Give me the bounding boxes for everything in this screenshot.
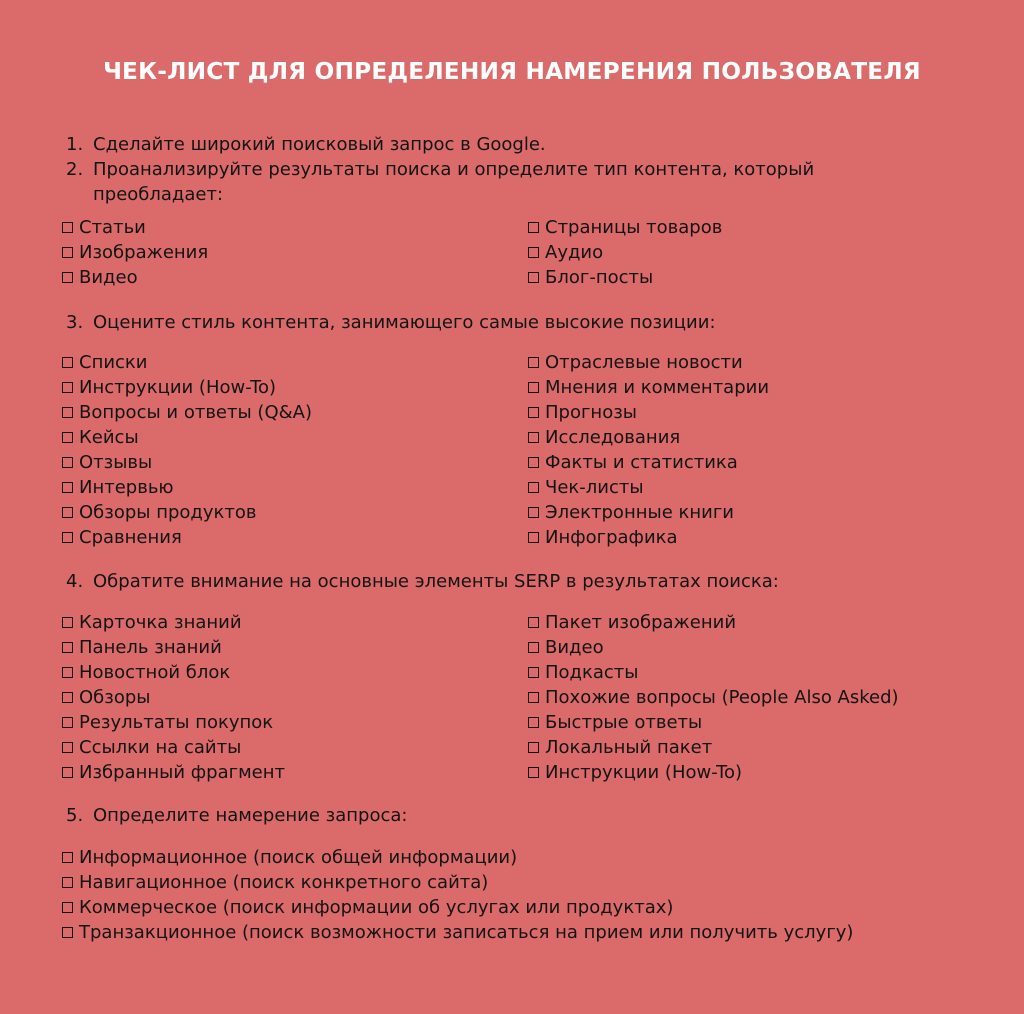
step-1	[66, 132, 546, 157]
checklist-item[interactable]: Интервью	[62, 475, 312, 500]
checklist-item[interactable]: Электронные книги	[528, 500, 769, 525]
checklist-item[interactable]: Блог-посты	[528, 265, 722, 290]
checkbox-icon[interactable]	[62, 407, 73, 418]
step-text: Сделайте широкий поисковый запрос в Google.	[93, 134, 546, 155]
checkbox-icon[interactable]	[528, 272, 539, 283]
checkbox-icon[interactable]	[62, 222, 73, 233]
checkbox-icon[interactable]	[62, 692, 73, 703]
content-types-right	[528, 215, 722, 290]
checklist-item[interactable]: Отзывы	[62, 450, 312, 475]
checklist-item[interactable]: Аудио	[528, 240, 722, 265]
step-number: 4.	[66, 571, 84, 592]
checklist-item[interactable]: Обзоры продуктов	[62, 500, 312, 525]
checkbox-icon[interactable]	[528, 532, 539, 543]
checkbox-icon[interactable]	[528, 407, 539, 418]
checkbox-icon[interactable]	[528, 692, 539, 703]
step-text: Определите намерение запроса:	[93, 805, 408, 826]
page-title: ЧЕК-ЛИСТ ДЛЯ ОПРЕДЕЛЕНИЯ НАМЕРЕНИЯ ПОЛЬЗОВАТЕЛЯ	[103, 58, 921, 85]
step-text: Проанализируйте результаты поиска и определите тип контента, который	[93, 159, 815, 180]
checklist-item[interactable]: Кейсы	[62, 425, 312, 450]
checklist-item[interactable]: Статьи	[62, 215, 208, 240]
checkbox-icon[interactable]	[62, 247, 73, 258]
serp-elements-right	[528, 610, 899, 785]
checklist-item[interactable]: Чек-листы	[528, 475, 769, 500]
checkbox-icon[interactable]	[62, 432, 73, 443]
checklist-item[interactable]: Навигационное (поиск конкретного сайта)	[62, 870, 853, 895]
checkbox-icon[interactable]	[62, 717, 73, 728]
content-styles-right	[528, 350, 769, 550]
checklist-item[interactable]: Быстрые ответы	[528, 710, 899, 735]
checklist-item[interactable]: Избранный фрагмент	[62, 760, 285, 785]
step-number: 5.	[66, 805, 84, 826]
checklist-item[interactable]: Факты и статистика	[528, 450, 769, 475]
checklist-item[interactable]: Видео	[62, 265, 208, 290]
checkbox-icon[interactable]	[62, 482, 73, 493]
checklist-item[interactable]: Карточка знаний	[62, 610, 285, 635]
checkbox-icon[interactable]	[528, 222, 539, 233]
checklist-item[interactable]: Мнения и комментарии	[528, 375, 769, 400]
checklist-item[interactable]: Видео	[528, 635, 899, 660]
checklist-item[interactable]: Изображения	[62, 240, 208, 265]
checklist-item[interactable]: Результаты покупок	[62, 710, 285, 735]
checkbox-icon[interactable]	[62, 742, 73, 753]
step-text: Обратите внимание на основные элементы SERP в результатах поиска:	[93, 571, 779, 592]
checkbox-icon[interactable]	[62, 927, 73, 938]
checkbox-icon[interactable]	[62, 382, 73, 393]
checklist-item[interactable]: Обзоры	[62, 685, 285, 710]
checklist-item[interactable]: Подкасты	[528, 660, 899, 685]
checklist-item[interactable]: Прогнозы	[528, 400, 769, 425]
checkbox-icon[interactable]	[528, 482, 539, 493]
checklist-item[interactable]: Страницы товаров	[528, 215, 722, 240]
checkbox-icon[interactable]	[528, 742, 539, 753]
step-5	[66, 803, 407, 828]
step-2	[66, 157, 814, 207]
step-text-continuation: преобладает:	[93, 184, 224, 205]
step-number: 2.	[66, 159, 84, 180]
step-3	[66, 310, 716, 335]
checklist-item[interactable]: Инфографика	[528, 525, 769, 550]
checklist-item[interactable]: Отраслевые новости	[528, 350, 769, 375]
checkbox-icon[interactable]	[62, 617, 73, 628]
checklist-item[interactable]: Информационное (поиск общей информации)	[62, 845, 853, 870]
checklist-item[interactable]: Инструкции (How-To)	[528, 760, 899, 785]
checklist-item[interactable]: Транзакционное (поиск возможности записаться на прием или получить услугу)	[62, 920, 853, 945]
checkbox-icon[interactable]	[528, 382, 539, 393]
checkbox-icon[interactable]	[528, 617, 539, 628]
step-4	[66, 569, 779, 594]
checkbox-icon[interactable]	[528, 767, 539, 778]
checkbox-icon[interactable]	[62, 507, 73, 518]
content-types-left	[62, 215, 208, 290]
checkbox-icon[interactable]	[62, 902, 73, 913]
checkbox-icon[interactable]	[528, 457, 539, 468]
checkbox-icon[interactable]	[62, 457, 73, 468]
checkbox-icon[interactable]	[528, 357, 539, 368]
checkbox-icon[interactable]	[62, 767, 73, 778]
serp-elements-left	[62, 610, 285, 785]
step-number: 1.	[66, 134, 84, 155]
content-styles-left	[62, 350, 312, 550]
checkbox-icon[interactable]	[62, 532, 73, 543]
checklist-item[interactable]: Инструкции (How-To)	[62, 375, 312, 400]
checkbox-icon[interactable]	[62, 877, 73, 888]
checkbox-icon[interactable]	[62, 357, 73, 368]
checkbox-icon[interactable]	[528, 642, 539, 653]
checkbox-icon[interactable]	[62, 667, 73, 678]
checkbox-icon[interactable]	[528, 432, 539, 443]
checklist-item[interactable]: Вопросы и ответы (Q&A)	[62, 400, 312, 425]
checklist-item[interactable]: Ссылки на сайты	[62, 735, 285, 760]
checklist-item[interactable]: Панель знаний	[62, 635, 285, 660]
checkbox-icon[interactable]	[62, 852, 73, 863]
checklist-item[interactable]: Списки	[62, 350, 312, 375]
checklist-item[interactable]: Пакет изображений	[528, 610, 899, 635]
checkbox-icon[interactable]	[528, 247, 539, 258]
checklist-item[interactable]: Новостной блок	[62, 660, 285, 685]
step-text: Оцените стиль контента, занимающего самые высокие позиции:	[93, 312, 716, 333]
step-number: 3.	[66, 312, 84, 333]
checkbox-icon[interactable]	[528, 667, 539, 678]
checkbox-icon[interactable]	[62, 272, 73, 283]
checklist-item[interactable]: Сравнения	[62, 525, 312, 550]
checkbox-icon[interactable]	[528, 507, 539, 518]
checklist-item[interactable]: Локальный пакет	[528, 735, 899, 760]
intent-list	[62, 845, 853, 945]
checklist-item[interactable]: Коммерческое (поиск информации об услугах или продуктах)	[62, 895, 853, 920]
checkbox-icon[interactable]	[62, 642, 73, 653]
checklist-item[interactable]: Похожие вопросы (People Also Asked)	[528, 685, 899, 710]
checklist-item[interactable]: Исследования	[528, 425, 769, 450]
checkbox-icon[interactable]	[528, 717, 539, 728]
